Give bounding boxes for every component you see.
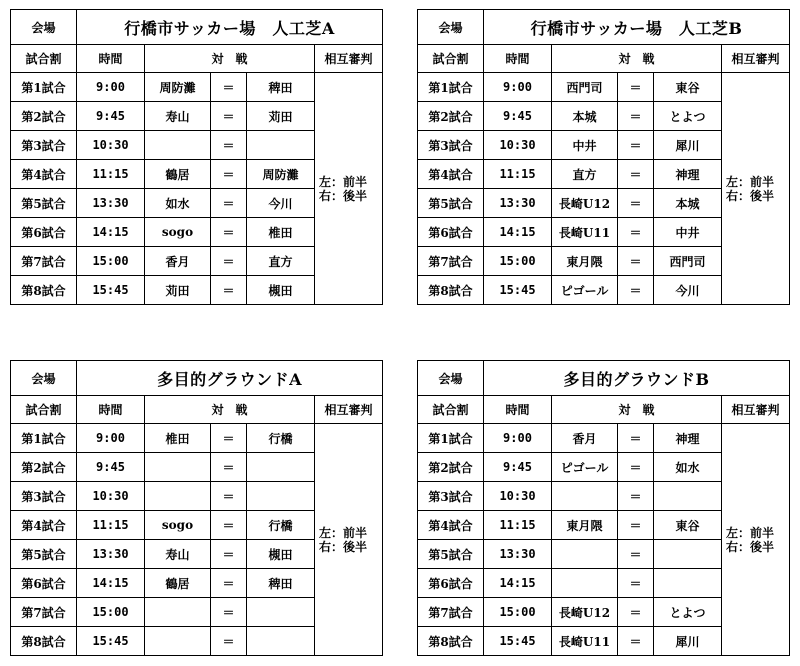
home-team: 苅田: [145, 276, 211, 305]
venue-label: 会場: [11, 361, 77, 396]
home-team: [552, 482, 618, 511]
home-team: [552, 540, 618, 569]
match-number: 第5試合: [11, 189, 77, 218]
match-time: 10:30: [77, 131, 145, 160]
match-number: 第5試合: [418, 189, 484, 218]
versus-sign: ＝: [211, 131, 247, 160]
home-team: 東月隈: [552, 247, 618, 276]
match-time: 15:45: [77, 276, 145, 305]
match-number: 第4試合: [418, 160, 484, 189]
column-header-row: [418, 396, 790, 424]
venue-row: [418, 10, 790, 45]
match-time: 15:00: [484, 247, 552, 276]
venue-row: [11, 361, 383, 396]
match-number: 第7試合: [418, 598, 484, 627]
home-team: 香月: [145, 247, 211, 276]
match-time: 11:15: [77, 160, 145, 189]
table-row: [418, 73, 790, 102]
match-time: 13:30: [484, 189, 552, 218]
home-team: [145, 598, 211, 627]
venue-title: 多目的グラウンドA: [77, 361, 383, 396]
match-number: 第6試合: [418, 569, 484, 598]
versus-sign: ＝: [618, 189, 654, 218]
time-header: 時間: [77, 396, 145, 424]
versus-sign: ＝: [618, 598, 654, 627]
match-time: 15:45: [484, 627, 552, 656]
match-number: 第6試合: [11, 569, 77, 598]
referee-header: 相互審判: [315, 45, 383, 73]
away-team: 本城: [654, 189, 722, 218]
match-time: 9:45: [484, 102, 552, 131]
away-team: [654, 482, 722, 511]
away-team: 今川: [247, 189, 315, 218]
match-number: 第2試合: [418, 102, 484, 131]
match-number: 第7試合: [11, 247, 77, 276]
referee-note: [722, 73, 790, 305]
match-time: 15:00: [77, 247, 145, 276]
away-team: 今川: [654, 276, 722, 305]
match-number: 第6試合: [418, 218, 484, 247]
venue-row: [11, 10, 383, 45]
home-team: [145, 482, 211, 511]
match-number: 第1試合: [418, 424, 484, 453]
versus-header: 対 戦: [145, 45, 315, 73]
home-team: [145, 453, 211, 482]
match-time: 10:30: [484, 482, 552, 511]
away-team: 如水: [654, 453, 722, 482]
match-time: 15:45: [484, 276, 552, 305]
versus-sign: ＝: [211, 424, 247, 453]
match-time: 9:00: [484, 73, 552, 102]
home-team: sogo: [145, 511, 211, 540]
match-number: 第1試合: [11, 424, 77, 453]
match-number: 第2試合: [11, 102, 77, 131]
match-time: 11:15: [484, 511, 552, 540]
away-team: とよつ: [654, 598, 722, 627]
away-team: 中井: [654, 218, 722, 247]
home-team: 長崎U12: [552, 598, 618, 627]
match-number: 第8試合: [11, 276, 77, 305]
match-number: 第4試合: [418, 511, 484, 540]
home-team: [552, 569, 618, 598]
match-time: 14:15: [77, 218, 145, 247]
match-number: 第4試合: [11, 160, 77, 189]
home-team: 寿山: [145, 540, 211, 569]
match-time: 14:15: [77, 569, 145, 598]
away-team: 稗田: [247, 569, 315, 598]
away-team: 直方: [247, 247, 315, 276]
away-team: 西門司: [654, 247, 722, 276]
time-header: 時間: [484, 45, 552, 73]
away-team: 犀川: [654, 131, 722, 160]
schedule-table-4: [417, 360, 790, 656]
schedule-table-1: [10, 9, 383, 305]
home-team: 東月隈: [552, 511, 618, 540]
match-time: 15:00: [484, 598, 552, 627]
match-time: 13:30: [77, 189, 145, 218]
venue-label: 会場: [418, 361, 484, 396]
away-team: [247, 627, 315, 656]
versus-sign: ＝: [618, 73, 654, 102]
home-team: 香月: [552, 424, 618, 453]
match-time: 11:15: [484, 160, 552, 189]
away-team: 周防灘: [247, 160, 315, 189]
referee-note: [315, 424, 383, 656]
home-team: 直方: [552, 160, 618, 189]
home-team: 鶴居: [145, 160, 211, 189]
versus-sign: ＝: [618, 453, 654, 482]
home-team: 長崎U12: [552, 189, 618, 218]
match-number: 第3試合: [11, 131, 77, 160]
referee-note: [722, 424, 790, 656]
away-team: 行橋: [247, 511, 315, 540]
versus-sign: ＝: [211, 102, 247, 131]
versus-sign: ＝: [618, 569, 654, 598]
versus-sign: ＝: [211, 482, 247, 511]
versus-sign: ＝: [211, 160, 247, 189]
away-team: 東谷: [654, 511, 722, 540]
match-number: 第3試合: [418, 482, 484, 511]
away-team: 槻田: [247, 540, 315, 569]
home-team: [145, 627, 211, 656]
match-number: 第1試合: [418, 73, 484, 102]
match-number: 第3試合: [418, 131, 484, 160]
match-number: 第4試合: [11, 511, 77, 540]
match-header: 試合割: [418, 45, 484, 73]
away-team: [654, 540, 722, 569]
match-number: 第7試合: [418, 247, 484, 276]
referee-header: 相互審判: [722, 396, 790, 424]
table-row: [11, 424, 383, 453]
home-team: 西門司: [552, 73, 618, 102]
match-time: 9:45: [77, 102, 145, 131]
away-team: とよつ: [654, 102, 722, 131]
home-team: sogo: [145, 218, 211, 247]
table-row: [418, 424, 790, 453]
match-time: 10:30: [484, 131, 552, 160]
away-team: 椎田: [247, 218, 315, 247]
versus-sign: ＝: [618, 540, 654, 569]
time-header: 時間: [484, 396, 552, 424]
referee-note: [315, 73, 383, 305]
versus-sign: ＝: [211, 598, 247, 627]
match-number: 第3試合: [11, 482, 77, 511]
home-team: 周防灘: [145, 73, 211, 102]
venue-title: 行橋市サッカー場 人工芝A: [77, 10, 383, 45]
match-time: 9:00: [77, 73, 145, 102]
away-team: [247, 482, 315, 511]
away-team: 槻田: [247, 276, 315, 305]
match-number: 第2試合: [11, 453, 77, 482]
versus-sign: ＝: [211, 540, 247, 569]
home-team: 本城: [552, 102, 618, 131]
match-number: 第7試合: [11, 598, 77, 627]
match-time: 9:45: [77, 453, 145, 482]
versus-sign: ＝: [618, 482, 654, 511]
match-number: 第1試合: [11, 73, 77, 102]
versus-header: 対 戦: [145, 396, 315, 424]
venue-label: 会場: [11, 10, 77, 45]
match-time: 15:00: [77, 598, 145, 627]
match-number: 第5試合: [418, 540, 484, 569]
away-team: 東谷: [654, 73, 722, 102]
versus-sign: ＝: [211, 627, 247, 656]
column-header-row: [418, 45, 790, 73]
venue-row: [418, 361, 790, 396]
match-header: 試合割: [418, 396, 484, 424]
referee-note-line: 左：前半: [319, 174, 368, 189]
away-team: 稗田: [247, 73, 315, 102]
versus-sign: ＝: [618, 276, 654, 305]
home-team: 中井: [552, 131, 618, 160]
away-team: 行橋: [247, 424, 315, 453]
match-time: 10:30: [77, 482, 145, 511]
venue-title: 行橋市サッカー場 人工芝B: [484, 10, 790, 45]
versus-sign: ＝: [618, 131, 654, 160]
time-header: 時間: [77, 45, 145, 73]
column-header-row: [11, 45, 383, 73]
versus-sign: ＝: [211, 569, 247, 598]
referee-note-line: 左：前半: [319, 525, 368, 540]
versus-sign: ＝: [618, 511, 654, 540]
home-team: 鶴居: [145, 569, 211, 598]
referee-note-line: 右：後半: [319, 539, 368, 554]
versus-sign: ＝: [618, 102, 654, 131]
home-team: 長崎U11: [552, 627, 618, 656]
versus-sign: ＝: [211, 276, 247, 305]
home-team: 寿山: [145, 102, 211, 131]
away-team: [654, 569, 722, 598]
match-time: 11:15: [77, 511, 145, 540]
match-time: 9:00: [77, 424, 145, 453]
match-number: 第8試合: [418, 627, 484, 656]
referee-note-line: 右：後半: [319, 188, 368, 203]
versus-sign: ＝: [211, 218, 247, 247]
match-time: 13:30: [77, 540, 145, 569]
referee-note-line: 右：後半: [726, 539, 775, 554]
versus-sign: ＝: [211, 247, 247, 276]
versus-sign: ＝: [618, 160, 654, 189]
referee-note-line: 左：前半: [726, 525, 775, 540]
versus-sign: ＝: [618, 218, 654, 247]
away-team: 苅田: [247, 102, 315, 131]
table-row: [11, 73, 383, 102]
away-team: 犀川: [654, 627, 722, 656]
away-team: [247, 131, 315, 160]
versus-sign: ＝: [211, 453, 247, 482]
home-team: 椎田: [145, 424, 211, 453]
match-number: 第2試合: [418, 453, 484, 482]
home-team: 如水: [145, 189, 211, 218]
match-time: 15:45: [77, 627, 145, 656]
match-number: 第6試合: [11, 218, 77, 247]
versus-sign: ＝: [618, 627, 654, 656]
versus-sign: ＝: [618, 247, 654, 276]
away-team: 神理: [654, 424, 722, 453]
home-team: ピゴール: [552, 453, 618, 482]
versus-header: 対 戦: [552, 396, 722, 424]
away-team: [247, 453, 315, 482]
referee-note-line: 左：前半: [726, 174, 775, 189]
match-time: 9:00: [484, 424, 552, 453]
venue-label: 会場: [418, 10, 484, 45]
versus-sign: ＝: [618, 424, 654, 453]
versus-sign: ＝: [211, 511, 247, 540]
match-header: 試合割: [11, 45, 77, 73]
match-header: 試合割: [11, 396, 77, 424]
away-team: [247, 598, 315, 627]
column-header-row: [11, 396, 383, 424]
referee-note-line: 右：後半: [726, 188, 775, 203]
home-team: 長崎U11: [552, 218, 618, 247]
match-time: 14:15: [484, 569, 552, 598]
home-team: ピゴール: [552, 276, 618, 305]
home-team: [145, 131, 211, 160]
schedule-table-2: [417, 9, 790, 305]
match-time: 9:45: [484, 453, 552, 482]
referee-header: 相互審判: [315, 396, 383, 424]
match-time: 14:15: [484, 218, 552, 247]
schedule-table-3: [10, 360, 383, 656]
away-team: 神理: [654, 160, 722, 189]
match-number: 第8試合: [418, 276, 484, 305]
match-time: 13:30: [484, 540, 552, 569]
venue-title: 多目的グラウンドB: [484, 361, 790, 396]
versus-sign: ＝: [211, 189, 247, 218]
versus-header: 対 戦: [552, 45, 722, 73]
match-number: 第8試合: [11, 627, 77, 656]
match-number: 第5試合: [11, 540, 77, 569]
versus-sign: ＝: [211, 73, 247, 102]
referee-header: 相互審判: [722, 45, 790, 73]
